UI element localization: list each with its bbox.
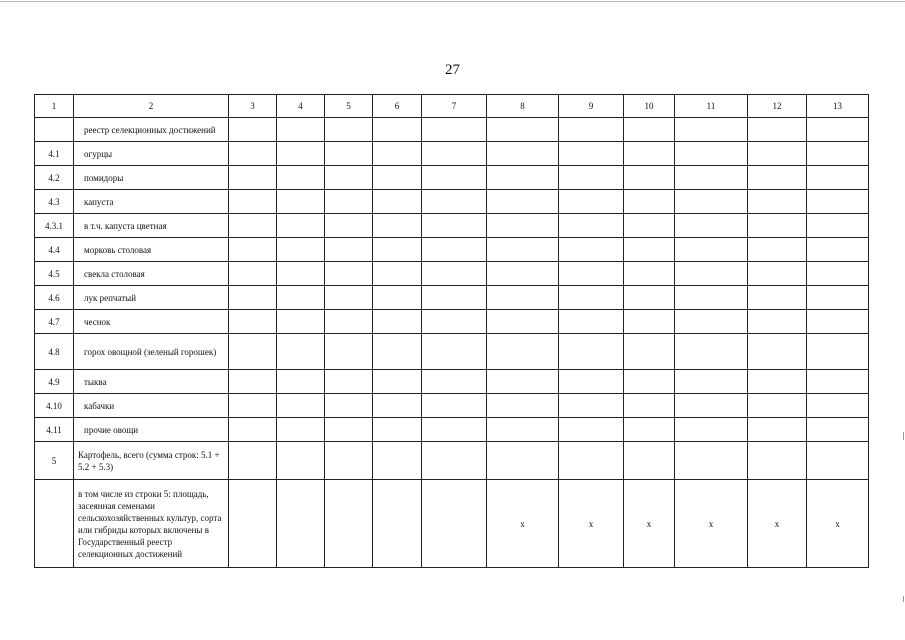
- data-cell: [748, 418, 807, 442]
- data-cell: [325, 190, 373, 214]
- data-cell: [422, 190, 487, 214]
- data-cell: [748, 166, 807, 190]
- row-code: 4.8: [35, 334, 74, 370]
- data-cell: [229, 394, 277, 418]
- data-cell: [229, 286, 277, 310]
- data-cell: [748, 262, 807, 286]
- data-cell: [373, 166, 422, 190]
- data-cell: [422, 142, 487, 166]
- data-cell: [624, 190, 675, 214]
- data-cell: [229, 118, 277, 142]
- data-cell: [624, 334, 675, 370]
- data-cell: [325, 418, 373, 442]
- row-name: тыква: [74, 370, 229, 394]
- column-number-row: [35, 95, 869, 118]
- not-applicable-mark: x: [624, 480, 675, 568]
- data-cell: [277, 310, 325, 334]
- data-cell: [807, 262, 869, 286]
- data-cell: [422, 442, 487, 480]
- column-header: 2: [74, 95, 229, 118]
- data-cell: [559, 442, 624, 480]
- data-cell: [487, 286, 559, 310]
- data-cell: [325, 442, 373, 480]
- data-cell: [422, 262, 487, 286]
- data-cell: [325, 238, 373, 262]
- row-code: 4.6: [35, 286, 74, 310]
- table-row: [35, 394, 869, 418]
- row-name: в том числе из строки 5: площадь, засеянная семенами сельскохозяйственных культур, сорта или гибриды которых включены в Государственный реестр селекционных достижений: [74, 480, 229, 568]
- not-applicable-mark: x: [807, 480, 869, 568]
- data-cell: [624, 394, 675, 418]
- data-cell: [559, 310, 624, 334]
- table-row: [35, 214, 869, 238]
- column-header: 11: [675, 95, 748, 118]
- data-cell: [277, 286, 325, 310]
- row-code: 4.3: [35, 190, 74, 214]
- data-cell: [748, 370, 807, 394]
- data-cell: [277, 418, 325, 442]
- data-cell: [807, 214, 869, 238]
- data-cell: [807, 286, 869, 310]
- data-cell: [807, 310, 869, 334]
- data-cell: [624, 442, 675, 480]
- data-cell: [373, 480, 422, 568]
- row-code: 4.4: [35, 238, 74, 262]
- data-cell: [325, 394, 373, 418]
- data-cell: [373, 262, 422, 286]
- data-cell: [807, 190, 869, 214]
- data-cell: [229, 262, 277, 286]
- data-cell: [748, 394, 807, 418]
- row-name: кабачки: [74, 394, 229, 418]
- data-cell: [277, 118, 325, 142]
- data-cell: [229, 442, 277, 480]
- data-cell: [229, 418, 277, 442]
- data-cell: [807, 334, 869, 370]
- table-row: [35, 442, 869, 480]
- data-cell: [373, 442, 422, 480]
- data-cell: [373, 394, 422, 418]
- scan-edge-line: [0, 1, 905, 2]
- data-cell: [422, 370, 487, 394]
- data-cell: [325, 334, 373, 370]
- page-number: 27: [445, 62, 460, 78]
- data-cell: [559, 214, 624, 238]
- data-cell: [422, 394, 487, 418]
- row-code: 4.11: [35, 418, 74, 442]
- data-cell: [807, 394, 869, 418]
- table-row: [35, 142, 869, 166]
- data-cell: [624, 262, 675, 286]
- data-cell: [373, 238, 422, 262]
- data-cell: [422, 166, 487, 190]
- row-name: свекла столовая: [74, 262, 229, 286]
- data-cell: [373, 370, 422, 394]
- data-cell: [624, 310, 675, 334]
- column-header: 8: [487, 95, 559, 118]
- column-header: 4: [277, 95, 325, 118]
- row-code: 5: [35, 442, 74, 480]
- table-row: [35, 262, 869, 286]
- data-cell: [487, 442, 559, 480]
- data-cell: [807, 418, 869, 442]
- data-cell: [748, 238, 807, 262]
- not-applicable-mark: x: [675, 480, 748, 568]
- data-cell: [675, 286, 748, 310]
- data-cell: [422, 214, 487, 238]
- row-name: капуста: [74, 190, 229, 214]
- data-cell: [748, 442, 807, 480]
- data-cell: [277, 262, 325, 286]
- data-cell: [624, 370, 675, 394]
- data-cell: [325, 118, 373, 142]
- data-cell: [373, 214, 422, 238]
- column-header: 3: [229, 95, 277, 118]
- data-cell: [487, 310, 559, 334]
- data-cell: [277, 238, 325, 262]
- data-cell: [487, 214, 559, 238]
- row-name: огурцы: [74, 142, 229, 166]
- table-row: [35, 370, 869, 394]
- data-cell: [373, 286, 422, 310]
- data-cell: [675, 238, 748, 262]
- data-cell: [325, 166, 373, 190]
- data-cell: [807, 118, 869, 142]
- data-cell: [487, 370, 559, 394]
- data-cell: [559, 394, 624, 418]
- data-cell: [373, 190, 422, 214]
- data-cell: [624, 118, 675, 142]
- data-cell: [422, 480, 487, 568]
- row-name: горох овощной (зеленый горошек): [74, 334, 229, 370]
- data-cell: [229, 310, 277, 334]
- data-cell: [675, 142, 748, 166]
- data-cell: [807, 442, 869, 480]
- data-cell: [422, 118, 487, 142]
- data-cell: [229, 166, 277, 190]
- data-cell: [675, 118, 748, 142]
- data-cell: [277, 142, 325, 166]
- not-applicable-mark: x: [559, 480, 624, 568]
- data-cell: [559, 238, 624, 262]
- row-code: 4.2: [35, 166, 74, 190]
- data-cell: [675, 166, 748, 190]
- row-code: [35, 480, 74, 568]
- row-name: в т.ч. капуста цветная: [74, 214, 229, 238]
- table-row: [35, 286, 869, 310]
- data-cell: [422, 310, 487, 334]
- not-applicable-mark: x: [748, 480, 807, 568]
- data-cell: [675, 334, 748, 370]
- data-cell: [487, 118, 559, 142]
- data-cell: [487, 190, 559, 214]
- data-cell: [559, 142, 624, 166]
- row-code: 4.5: [35, 262, 74, 286]
- data-cell: [675, 370, 748, 394]
- scan-edge-mark: [903, 432, 904, 440]
- data-cell: [624, 238, 675, 262]
- table-row: [35, 118, 869, 142]
- data-cell: [807, 370, 869, 394]
- column-header: 13: [807, 95, 869, 118]
- data-cell: [487, 262, 559, 286]
- column-header: 7: [422, 95, 487, 118]
- data-cell: [373, 418, 422, 442]
- data-cell: [748, 334, 807, 370]
- data-cell: [229, 238, 277, 262]
- data-cell: [487, 418, 559, 442]
- data-cell: [277, 370, 325, 394]
- data-cell: [748, 214, 807, 238]
- data-cell: [624, 142, 675, 166]
- data-cell: [229, 480, 277, 568]
- column-header: 10: [624, 95, 675, 118]
- data-cell: [277, 334, 325, 370]
- column-header: 5: [325, 95, 373, 118]
- data-cell: [229, 334, 277, 370]
- row-code: 4.1: [35, 142, 74, 166]
- data-cell: [675, 190, 748, 214]
- data-cell: [559, 190, 624, 214]
- data-cell: [559, 118, 624, 142]
- data-cell: [559, 286, 624, 310]
- scan-edge-mark: [903, 596, 904, 602]
- data-cell: [748, 190, 807, 214]
- data-cell: [748, 310, 807, 334]
- data-cell: [807, 142, 869, 166]
- data-cell: [748, 118, 807, 142]
- data-cell: [675, 310, 748, 334]
- statistics-table: [34, 94, 869, 568]
- data-cell: [487, 394, 559, 418]
- row-code: 4.9: [35, 370, 74, 394]
- data-cell: [277, 190, 325, 214]
- data-cell: [559, 418, 624, 442]
- table-row: [35, 238, 869, 262]
- data-cell: [748, 286, 807, 310]
- column-header: 9: [559, 95, 624, 118]
- data-cell: [373, 310, 422, 334]
- data-cell: [422, 418, 487, 442]
- data-cell: [487, 142, 559, 166]
- row-code: 4.10: [35, 394, 74, 418]
- data-cell: [277, 442, 325, 480]
- table-row: [35, 480, 869, 568]
- row-name: морковь столовая: [74, 238, 229, 262]
- data-cell: [559, 262, 624, 286]
- data-cell: [277, 214, 325, 238]
- column-header: 1: [35, 95, 74, 118]
- data-cell: [325, 286, 373, 310]
- data-cell: [229, 214, 277, 238]
- column-header: 12: [748, 95, 807, 118]
- data-cell: [624, 214, 675, 238]
- table-row: [35, 166, 869, 190]
- data-cell: [325, 370, 373, 394]
- table-row: [35, 418, 869, 442]
- row-name: помидоры: [74, 166, 229, 190]
- data-cell: [624, 286, 675, 310]
- data-cell: [675, 442, 748, 480]
- data-cell: [675, 394, 748, 418]
- row-name: лук репчатый: [74, 286, 229, 310]
- data-cell: [748, 142, 807, 166]
- data-cell: [422, 334, 487, 370]
- data-cell: [229, 142, 277, 166]
- data-cell: [807, 166, 869, 190]
- data-cell: [373, 118, 422, 142]
- data-cell: [487, 238, 559, 262]
- data-cell: [325, 142, 373, 166]
- data-cell: [422, 286, 487, 310]
- row-code: 4.3.1: [35, 214, 74, 238]
- data-cell: [675, 418, 748, 442]
- row-name: прочие овощи: [74, 418, 229, 442]
- row-name: чеснок: [74, 310, 229, 334]
- row-code: [35, 118, 74, 142]
- row-name: Картофель, всего (сумма строк: 5.1 + 5.2 + 5.3): [74, 442, 229, 480]
- data-cell: [807, 238, 869, 262]
- data-cell: [559, 166, 624, 190]
- data-cell: [559, 370, 624, 394]
- data-cell: [559, 334, 624, 370]
- data-cell: [325, 214, 373, 238]
- data-cell: [373, 142, 422, 166]
- data-cell: [373, 334, 422, 370]
- not-applicable-mark: x: [487, 480, 559, 568]
- data-cell: [487, 334, 559, 370]
- row-name: реестр селекционных достижений: [74, 118, 229, 142]
- table-row: [35, 334, 869, 370]
- data-cell: [422, 238, 487, 262]
- column-header: 6: [373, 95, 422, 118]
- data-cell: [277, 480, 325, 568]
- data-cell: [675, 214, 748, 238]
- table-row: [35, 190, 869, 214]
- data-cell: [277, 394, 325, 418]
- data-cell: [487, 166, 559, 190]
- data-cell: [325, 262, 373, 286]
- data-cell: [229, 370, 277, 394]
- data-cell: [277, 166, 325, 190]
- data-cell: [325, 310, 373, 334]
- row-code: 4.7: [35, 310, 74, 334]
- data-cell: [624, 418, 675, 442]
- table-row: [35, 310, 869, 334]
- data-cell: [675, 262, 748, 286]
- data-cell: [325, 480, 373, 568]
- data-cell: [624, 166, 675, 190]
- data-cell: [229, 190, 277, 214]
